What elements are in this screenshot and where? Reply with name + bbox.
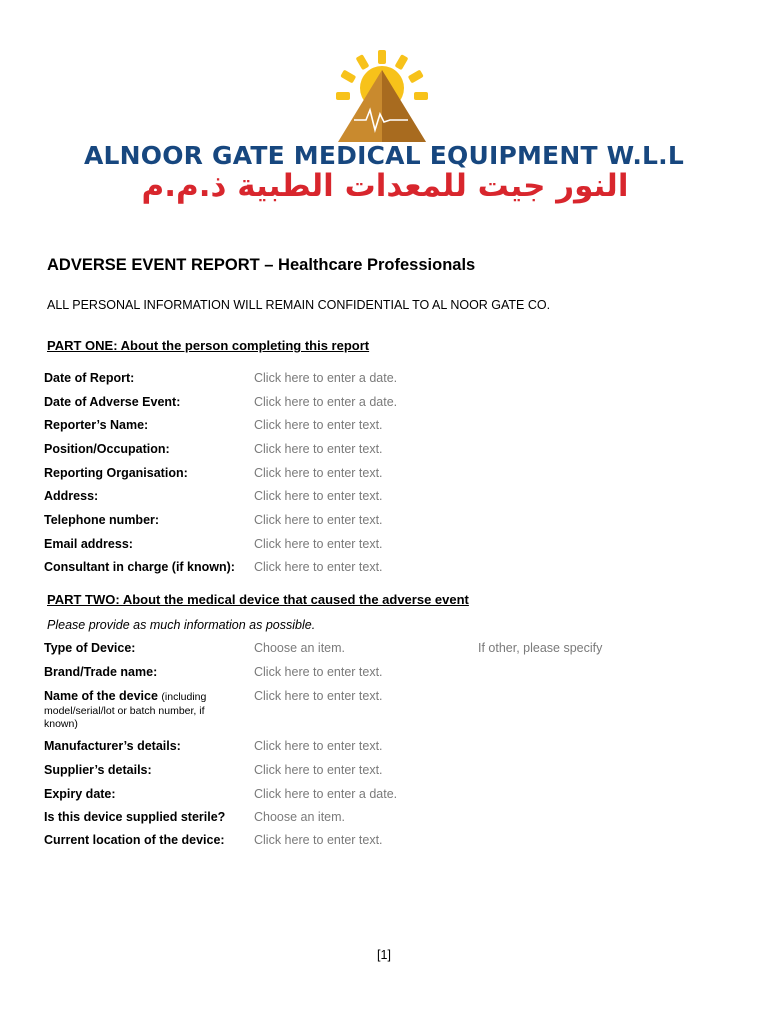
supplier-field[interactable]: Click here to enter text.: [254, 763, 383, 777]
type-of-device-dropdown[interactable]: Choose an item.: [254, 641, 346, 655]
form-row-date-of-adverse-event: [44, 395, 724, 415]
field-label: Is this device supplied sterile?: [44, 810, 226, 824]
field-label: Expiry date:: [44, 787, 116, 801]
field-label: Reporter’s Name:: [44, 418, 149, 432]
part-two-note: Please provide as much information as possible.: [47, 618, 316, 632]
email-field[interactable]: Click here to enter text.: [254, 537, 383, 551]
part-one-heading: PART ONE: About the person completing this report: [47, 338, 370, 353]
reporter-name-field[interactable]: Click here to enter text.: [254, 418, 383, 432]
form-row-expiry: [44, 787, 724, 807]
device-name-hint-line: model/serial/lot or batch number, if: [44, 705, 205, 717]
manufacturer-field[interactable]: Click here to enter text.: [254, 739, 383, 753]
field-label: Date of Report:: [44, 371, 135, 385]
document-title: ADVERSE EVENT REPORT – Healthcare Professionals: [47, 256, 476, 274]
form-row-address: [44, 489, 724, 509]
date-of-adverse-event-field[interactable]: Click here to enter a date.: [254, 395, 398, 409]
field-label: Manufacturer’s details:: [44, 739, 181, 753]
form-row-date-of-report: [44, 371, 724, 391]
field-label: [44, 689, 206, 703]
date-of-report-field[interactable]: Click here to enter a date.: [254, 371, 398, 385]
field-label: Reporting Organisation:: [44, 466, 188, 480]
company-logo: [0, 40, 768, 220]
sterile-dropdown[interactable]: Choose an item.: [254, 810, 346, 824]
device-name-field[interactable]: Click here to enter text.: [254, 689, 383, 703]
field-label: Date of Adverse Event:: [44, 395, 181, 409]
field-label: Telephone number:: [44, 513, 160, 527]
form-row-consultant: [44, 560, 724, 580]
field-label: Current location of the device:: [44, 833, 225, 847]
device-name-label: Name of the device: [44, 689, 158, 703]
company-name-arabic: النور جيت للمعدات الطبية ذ.م.م: [141, 168, 629, 204]
field-label: Type of Device:: [44, 641, 136, 655]
position-field[interactable]: Click here to enter text.: [254, 442, 383, 456]
form-row-type-of-device: [44, 641, 724, 661]
form-row-sterile: [44, 810, 724, 830]
brand-field[interactable]: Click here to enter text.: [254, 665, 383, 679]
page-number: [1]: [377, 948, 391, 962]
form-row-reporter-name: [44, 418, 724, 438]
form-row-manufacturer: [44, 739, 724, 759]
other-device-specify-field[interactable]: If other, please specify: [478, 641, 603, 655]
device-name-hint-line: known): [44, 718, 78, 730]
telephone-field[interactable]: Click here to enter text.: [254, 513, 383, 527]
field-label: Position/Occupation:: [44, 442, 170, 456]
field-label: Brand/Trade name:: [44, 665, 158, 679]
form-row-location: [44, 833, 724, 853]
company-name-english: ALNOOR GATE MEDICAL EQUIPMENT W.L.L: [83, 141, 685, 170]
form-row-supplier: [44, 763, 724, 783]
sun-pyramid-logo-icon: [330, 48, 434, 143]
form-row-brand: [44, 665, 724, 685]
field-label: Email address:: [44, 537, 133, 551]
form-row-email: [44, 537, 724, 557]
form-row-device-name: [44, 689, 724, 733]
field-label: Consultant in charge (if known):: [44, 560, 235, 574]
device-name-hint: [44, 705, 205, 731]
consultant-field[interactable]: Click here to enter text.: [254, 560, 383, 574]
field-label: Supplier’s details:: [44, 763, 152, 777]
device-name-sub-label: (including: [161, 691, 207, 703]
address-field[interactable]: Click here to enter text.: [254, 489, 383, 503]
confidentiality-note: ALL PERSONAL INFORMATION WILL REMAIN CONFIDENTIAL TO AL NOOR GATE CO.: [47, 298, 551, 312]
expiry-date-field[interactable]: Click here to enter a date.: [254, 787, 398, 801]
part-two-heading: PART TWO: About the medical device that caused the adverse event: [47, 592, 469, 607]
field-label: Address:: [44, 489, 99, 503]
reporting-organisation-field[interactable]: Click here to enter text.: [254, 466, 383, 480]
form-row-telephone: [44, 513, 724, 533]
form-row-reporting-organisation: [44, 466, 724, 486]
form-row-position: [44, 442, 724, 462]
device-location-field[interactable]: Click here to enter text.: [254, 833, 383, 847]
